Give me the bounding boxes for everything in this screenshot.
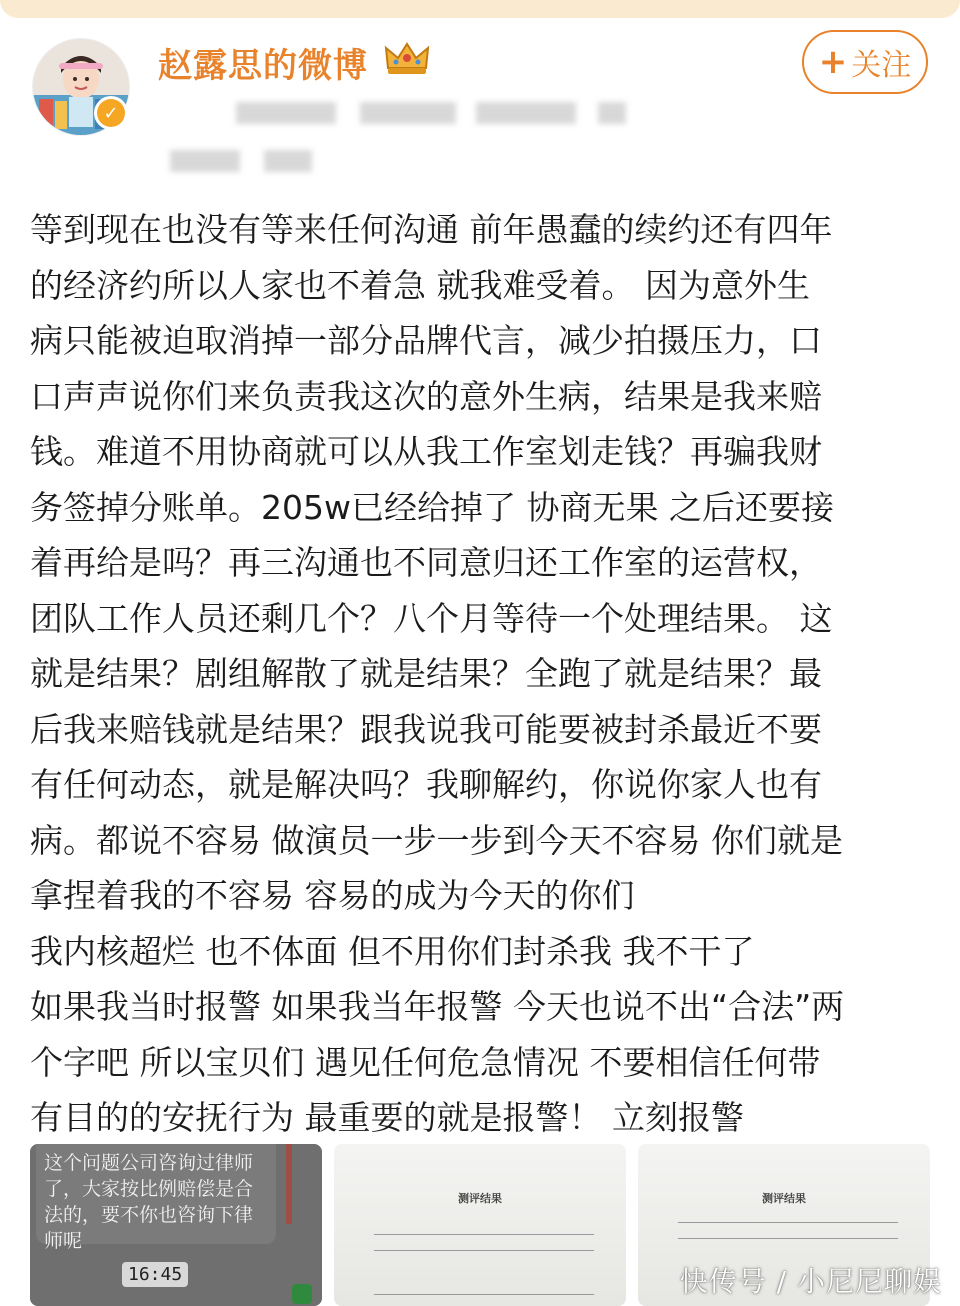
post-line: 我内核超烂 也不体面 但不用你们封杀我 我不干了 [30, 931, 755, 971]
follow-button[interactable] [802, 30, 928, 94]
image-chat-screenshot[interactable] [30, 1144, 322, 1306]
document-rule [374, 1234, 594, 1235]
follow-label: 关注 [851, 48, 912, 83]
post-line: 有目的的安抚行为 最重要的就是报警！ 立刻报警 [30, 1098, 744, 1137]
post-line: 病只能被迫取消掉一部分品牌代言，减少拍摄压力，口 [30, 321, 822, 360]
document-rule [374, 1294, 594, 1295]
chat-time: 16:45 [122, 1262, 188, 1287]
document-paper [334, 1144, 626, 1306]
post-line: 团队工作人员还剩几个？八个月等待一个处理结果。 这 [30, 598, 833, 638]
chat-app-icon [292, 1284, 312, 1304]
post-line: 个字吧 所以宝贝们 遇见任何危急情况 不要相信任何带 [30, 1042, 821, 1082]
post-line: 口声声说你们来负责我这次的意外生病，结果是我来赔 [30, 376, 822, 416]
blurred-meta-4 [598, 102, 626, 124]
document-rule [678, 1238, 898, 1239]
image-document-1[interactable] [334, 1144, 626, 1306]
blurred-meta-3 [476, 102, 576, 124]
post-line: 病。都说不容易 做演员一步一步到今天不容易 你们就是 [30, 820, 843, 860]
post-body [30, 202, 930, 1146]
post-line: 的经济约所以人家也不着急 就我难受着。 因为意外生 [30, 265, 810, 305]
post-line: 着再给是吗？再三沟通也不同意归还工作室的运营权， [30, 543, 822, 582]
document-rule [678, 1222, 898, 1223]
blurred-meta-5 [170, 150, 240, 172]
post-line: 有任何动态，就是解决吗？我聊解约，你说你家人也有 [30, 765, 822, 804]
post-line: 钱。难道不用协商就可以从我工作室划走钱？再骗我财 [30, 432, 822, 471]
document-rule [374, 1250, 594, 1251]
post-line: 如果我当时报警 如果我当年报警 今天也说不出“合法”两 [30, 987, 845, 1026]
post-line: 后我来赔钱就是结果？跟我说我可能要被封杀最近不要 [30, 709, 822, 749]
chat-accent-bar [286, 1144, 292, 1224]
document-title: 测评结果 [458, 1192, 502, 1205]
post-line: 就是结果？剧组解散了就是结果？全跑了就是结果？最 [30, 654, 822, 693]
blurred-meta-2 [360, 102, 456, 124]
crown-icon [382, 38, 432, 78]
chat-bubble: 这个问题公司咨询过律师了，大家按比例赔偿是合法的，要不你也咨询下律师呢 [36, 1144, 276, 1244]
blurred-meta-6 [264, 150, 312, 172]
post-header [0, 0, 960, 190]
verified-badge [94, 96, 128, 130]
plus-icon: + [818, 42, 848, 82]
verified-v-icon: ✓ [97, 99, 125, 127]
blurred-meta-1 [236, 102, 336, 124]
document-title: 测评结果 [762, 1192, 806, 1205]
post-line: 拿捏着我的不容易 容易的成为今天的你们 [30, 876, 635, 915]
post-line: 等到现在也没有等来任何沟通 前年愚蠢的续约还有四年 [30, 210, 833, 249]
username[interactable]: 赵露思的微博 [158, 46, 368, 86]
post-line: 务签掉分账单。205w已经给掉了 协商无果 之后还要接 [30, 487, 834, 527]
watermark: 快传号 / 小尼尼聊娱 [679, 1265, 942, 1298]
